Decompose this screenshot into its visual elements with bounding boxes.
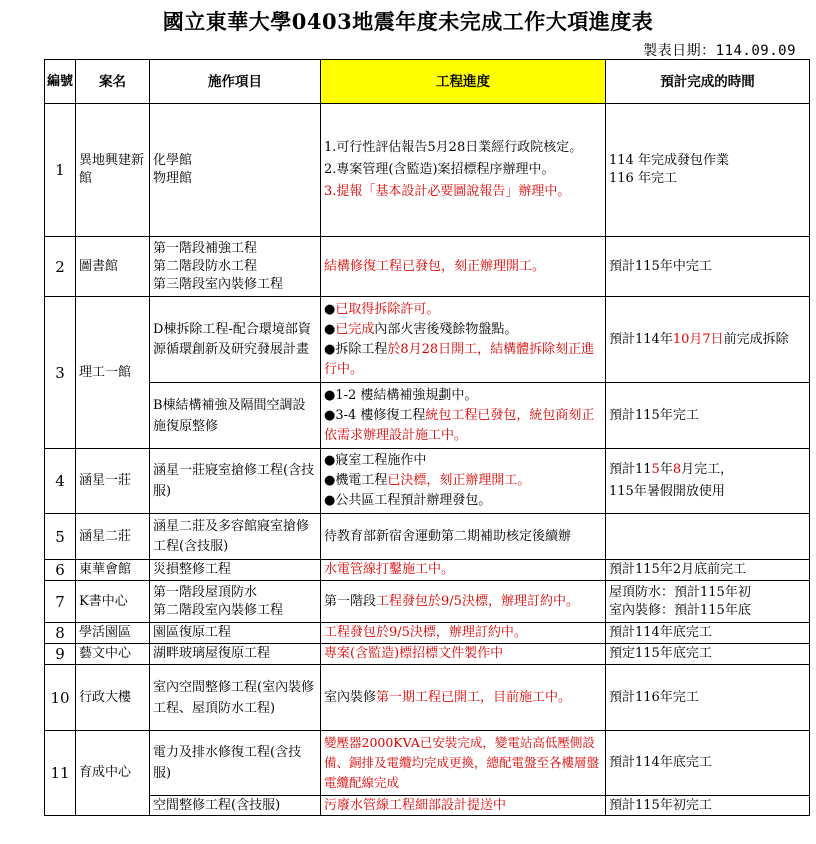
row-number: 10 [45, 665, 76, 731]
progress-text: 第一期工程已開工，目前施工中。 [376, 689, 572, 705]
progress-cell [321, 297, 606, 383]
progress-line: ●1-2 樓結構補強規劃中。 [324, 387, 478, 403]
completion-text: 前完成拆除 [723, 331, 789, 347]
progress-text: 內部火害後殘餘物盤點。 [374, 321, 518, 337]
progress-cell [321, 383, 606, 449]
progress-text: 已完成 [335, 321, 375, 337]
row-number: 1 [45, 104, 76, 237]
completion-cell: 預計115年完工 [606, 383, 810, 449]
work-item-line: 化學館 [153, 153, 193, 168]
completion-cell: 預計114年底完工 [606, 623, 810, 644]
work-item-line: 物理館 [153, 171, 193, 186]
progress-text: 室內裝修 [324, 689, 377, 705]
work-item: 涵星一莊寢室搶修工程(含技服) [150, 449, 321, 514]
progress-line: 2.專案管理(含監造)案招標程序辦理中。 [324, 162, 555, 177]
project-name: 涵星一莊 [76, 449, 150, 514]
work-item: B棟結構補強及隔間空調設施復原整修 [150, 383, 321, 449]
work-item-line: 第三階段室內裝修工程 [153, 276, 284, 292]
completion-line: 屋頂防水：預計115年初 [609, 584, 751, 600]
header-no: 編號 [45, 60, 76, 104]
work-item [150, 237, 321, 297]
project-name: K書中心 [76, 581, 150, 623]
progress-cell: 污廢水管線工程細部設計提送中 [321, 796, 606, 816]
completion-line: 116 年完工 [609, 171, 677, 186]
work-item: 涵星二莊及多容館寢室搶修工程(含技服) [150, 514, 321, 560]
table-row [45, 560, 810, 581]
progress-cell: 水電管線打鑿施工中。 [321, 560, 606, 581]
progress-line [324, 340, 602, 380]
project-name: 涵星二莊 [76, 514, 150, 560]
progress-text: 已決標，刻正辦理開工。 [387, 473, 531, 488]
progress-text: 已取得拆除許可。 [335, 301, 440, 317]
progress-text: 統包工程已發包，統包商刻正依需求辦理設計施工中。 [324, 407, 595, 443]
completion-cell: 預計115年2月底前完工 [606, 560, 810, 581]
progress-cell [321, 104, 606, 237]
project-name: 東華會館 [76, 560, 150, 581]
row-number: 11 [45, 731, 76, 816]
header-progress: 工程進度 [321, 60, 606, 104]
table-row [45, 731, 810, 796]
progress-line: ●寢室工程施作中 [324, 453, 427, 468]
table-row [45, 104, 810, 237]
progress-line: 3.提報「基本設計必要圖說報告」辦理中。 [324, 184, 571, 199]
work-item [150, 104, 321, 237]
header-row [45, 60, 810, 104]
completion-text: 10月7日 [672, 331, 724, 347]
table-row [45, 449, 810, 514]
completion-cell: 預定115年底完工 [606, 644, 810, 665]
completion-cell [606, 297, 810, 383]
project-name: 藝文中心 [76, 644, 150, 665]
progress-line [324, 320, 602, 340]
progress-cell: 工程發包於9/5決標，辦理訂約中。 [321, 623, 606, 644]
completion-cell [606, 581, 810, 623]
progress-line: 1.可行性評估報告5月28日業經行政院核定。 [324, 140, 583, 155]
bullet: ● [324, 341, 336, 357]
work-item: 災損整修工程 [150, 560, 321, 581]
project-name: 異地興建新館 [76, 104, 150, 237]
progress-text: 拆除工程 [335, 341, 388, 357]
progress-line [324, 300, 602, 320]
progress-text: 第一階段 [324, 593, 377, 609]
completion-line: 室內裝修：預計115年底 [609, 602, 751, 618]
progress-cell: 變壓器2000KVA已安裝完成，變電站高低壓側設備、銅排及電纜均完成更換，總配電盤至各樓層盤電纜配線完成 [321, 731, 606, 796]
progress-cell [321, 665, 606, 731]
progress-cell [321, 449, 606, 514]
table-row [45, 623, 810, 644]
table-row [45, 581, 810, 623]
progress-text: ●3-4 樓修復工程 [324, 407, 426, 423]
row-number: 2 [45, 237, 76, 297]
completion-line [609, 459, 806, 481]
completion-text: 預計114年 [609, 331, 673, 347]
work-item: D棟拆除工程-配合環境部資源循環創新及研究發展計畫 [150, 297, 321, 383]
progress-cell: 待教育部新宿舍運動第二期補助核定後續辦 [321, 514, 606, 560]
completion-cell [606, 514, 810, 560]
row-number: 4 [45, 449, 76, 514]
bullet: ● [324, 301, 336, 317]
progress-cell [321, 581, 606, 623]
bullet: ● [324, 321, 336, 337]
completion-line: 114 年完成發包作業 [609, 153, 729, 168]
project-name: 理工一館 [76, 297, 150, 449]
progress-cell: 結構修復工程已發包，刻正辦理開工。 [321, 237, 606, 297]
table-row [45, 796, 810, 816]
completion-text: 5 [651, 462, 660, 477]
completion-cell: 預計115年初完工 [606, 796, 810, 816]
header-complete: 預計完成的時間 [606, 60, 810, 104]
row-number: 7 [45, 581, 76, 623]
progress-text: ●機電工程 [324, 473, 388, 488]
work-item-line: 第二階段室內裝修工程 [153, 602, 284, 618]
completion-cell: 預計114年底完工 [606, 731, 810, 796]
work-item-line: 第二階段防水工程 [153, 258, 258, 274]
progress-text: 工程發包於9/5決標，辦理訂約中。 [376, 593, 579, 609]
row-number: 5 [45, 514, 76, 560]
row-number: 6 [45, 560, 76, 581]
header-item: 施作項目 [150, 60, 321, 104]
progress-text: 於8月28日開工，結構體拆除刻正進行中。 [324, 341, 595, 377]
progress-line: ●公共區工程預計辦理發包。 [324, 493, 492, 508]
completion-text: 預計11 [609, 462, 652, 477]
work-item: 湖畔玻璃屋復原工程 [150, 644, 321, 665]
work-item-line: 第一階段補強工程 [153, 240, 258, 256]
table-row [45, 383, 810, 449]
progress-line [324, 406, 602, 446]
work-item [150, 581, 321, 623]
work-item: 室內空間整修工程(室內裝修工程、屋頂防水工程) [150, 665, 321, 731]
completion-cell [606, 449, 810, 514]
project-name: 學活園區 [76, 623, 150, 644]
page-title: 國立東華大學0403地震年度未完成工作大項進度表 [162, 9, 654, 34]
work-item: 電力及排水修復工程(含技服) [150, 731, 321, 796]
progress-line [324, 471, 602, 491]
work-item-line: 第一階段屋頂防水 [153, 584, 258, 600]
completion-cell [606, 104, 810, 237]
table-row [45, 644, 810, 665]
completion-cell: 預計116年完工 [606, 665, 810, 731]
report-date: 製表日期：114.09.09 [643, 43, 796, 59]
completion-line: 115年暑假開放使用 [609, 484, 725, 499]
progress-cell: 專案(含監造)標招標文件製作中 [321, 644, 606, 665]
row-number: 9 [45, 644, 76, 665]
row-number: 8 [45, 623, 76, 644]
table-row [45, 297, 810, 383]
work-item: 園區復原工程 [150, 623, 321, 644]
work-item: 空間整修工程(含技服) [150, 796, 321, 816]
completion-text: 8 [672, 462, 682, 477]
header-name: 案名 [76, 60, 150, 104]
project-name: 圖書館 [76, 237, 150, 297]
row-number: 3 [45, 297, 76, 449]
table-row [45, 237, 810, 297]
completion-text: 年 [659, 462, 673, 477]
table-row [45, 665, 810, 731]
progress-table [44, 59, 810, 816]
project-name: 育成中心 [76, 731, 150, 816]
project-name: 行政大樓 [76, 665, 150, 731]
table-row [45, 514, 810, 560]
completion-cell: 預計115年中完工 [606, 237, 810, 297]
completion-text: 月完工， [681, 462, 734, 477]
